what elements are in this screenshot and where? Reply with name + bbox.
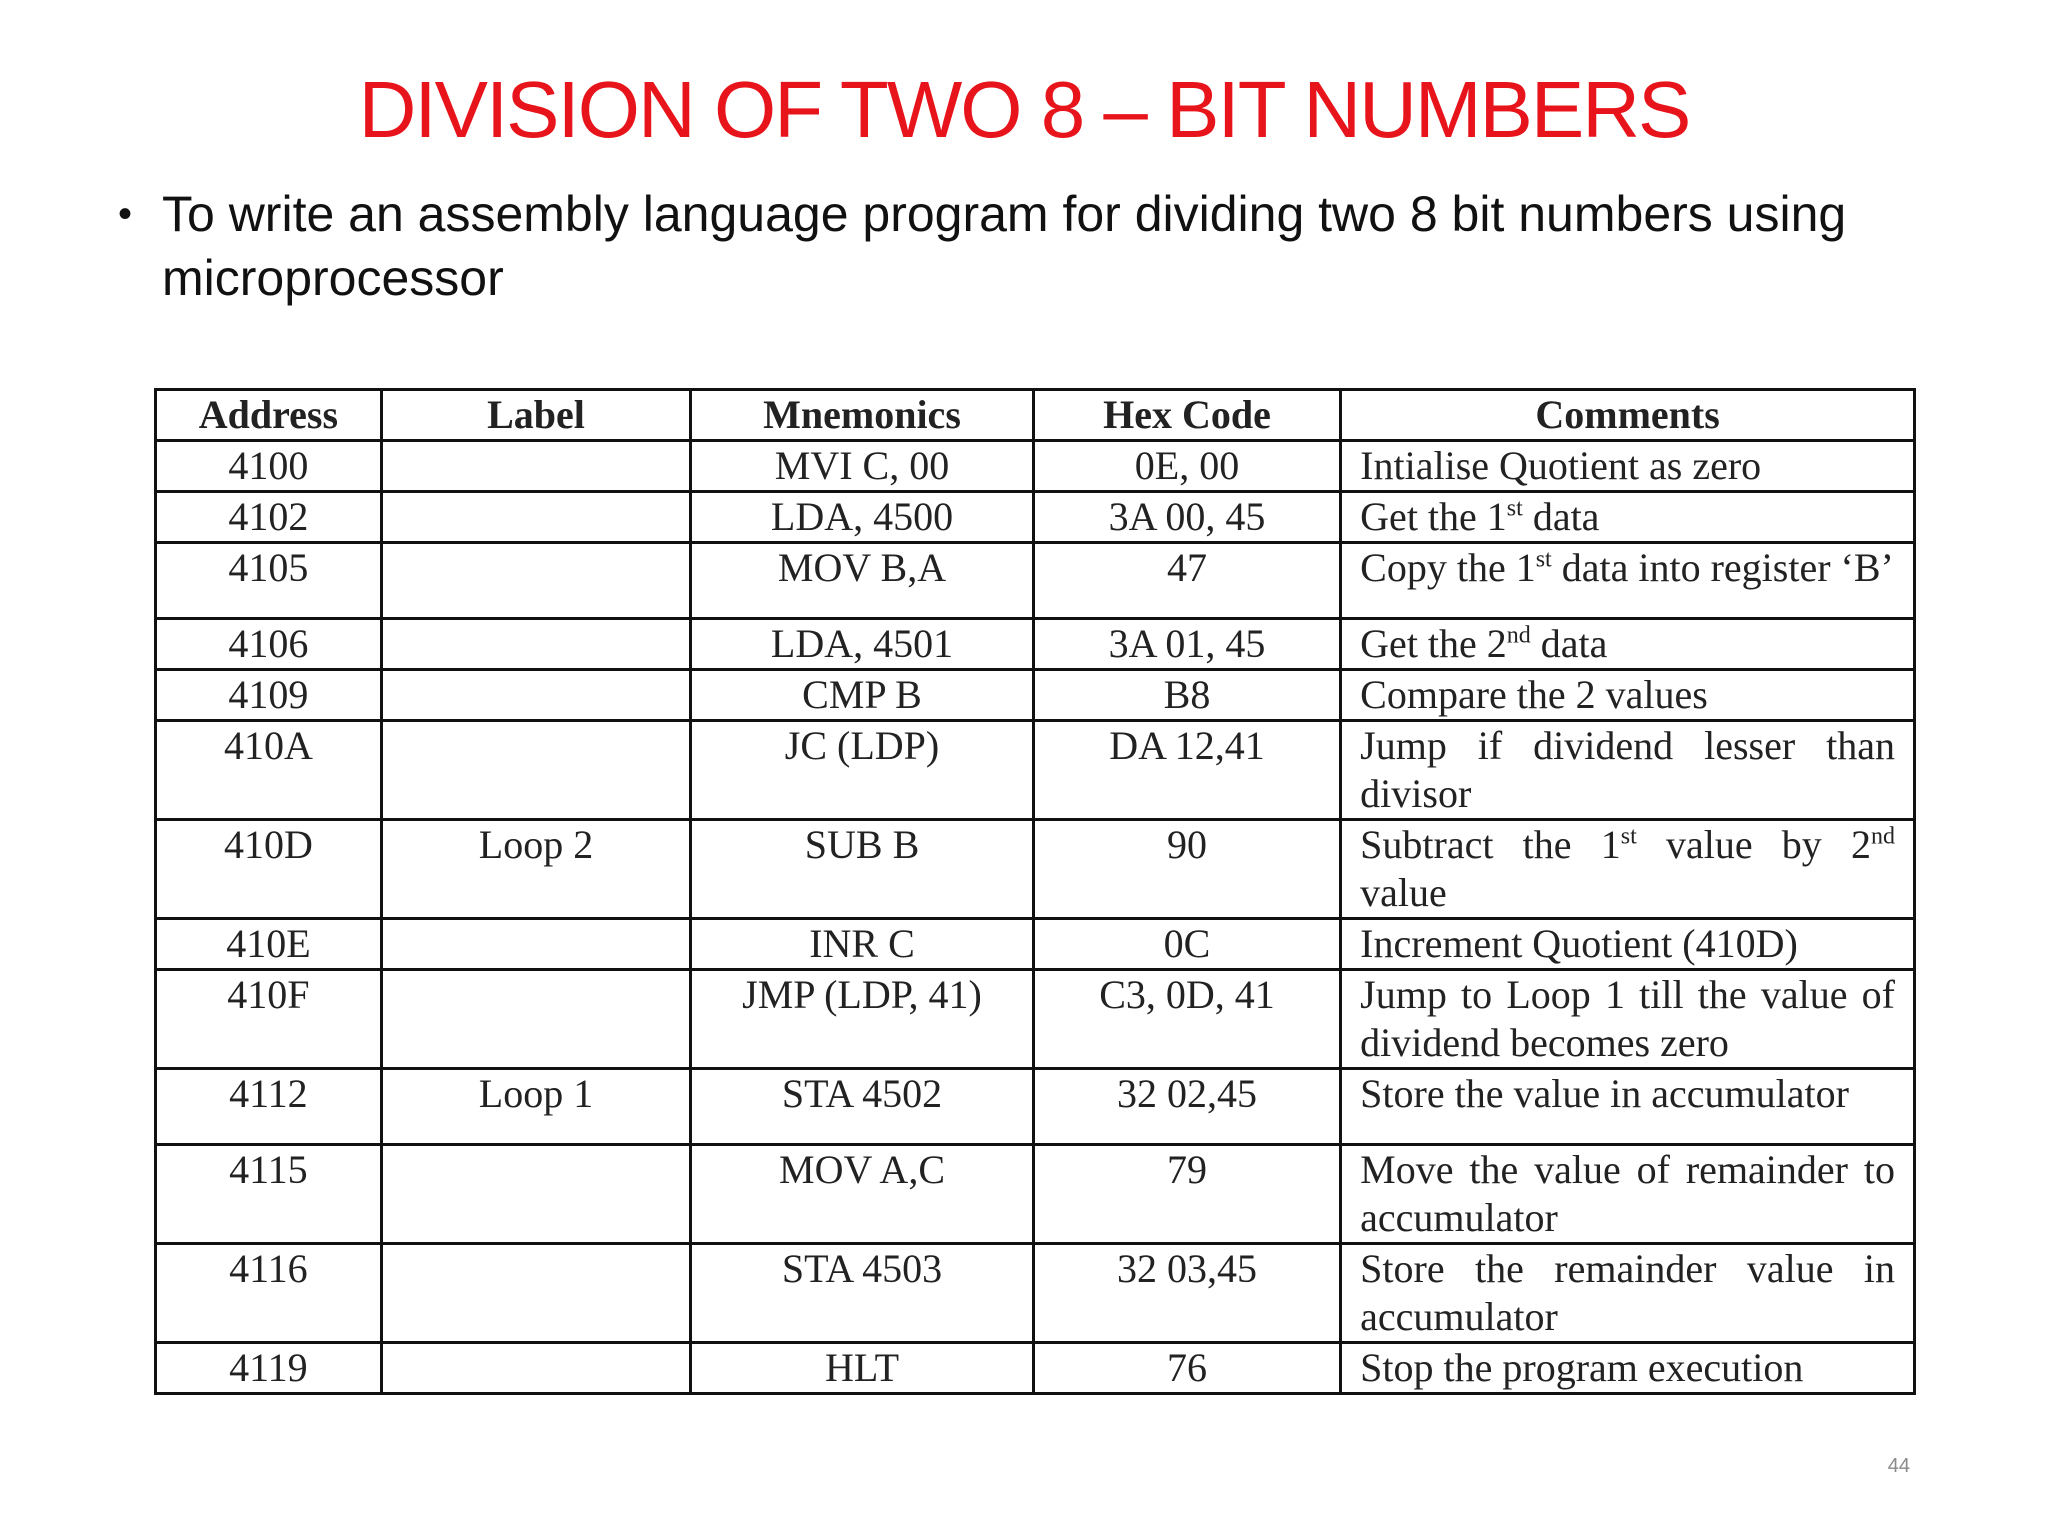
page-number: 44 [1887, 1455, 1910, 1477]
table-row [156, 820, 1915, 919]
header-comments: Comments [1341, 390, 1915, 441]
cell-hex-code: 0C [1033, 919, 1340, 970]
cell-mnemonic: CMP B [691, 670, 1034, 721]
cell-address: 4106 [156, 619, 382, 670]
cell-comment [1341, 492, 1915, 543]
cell-label: Loop 1 [381, 1069, 690, 1145]
cell-label [381, 619, 690, 670]
cell-comment [1341, 820, 1915, 919]
cell-address: 410F [156, 970, 382, 1069]
objective-bullet [118, 182, 1918, 310]
cell-hex-code: 32 02,45 [1033, 1069, 1340, 1145]
cell-address: 4119 [156, 1343, 382, 1394]
comment-text: value [1360, 870, 1447, 915]
cell-comment: Intialise Quotient as zero [1341, 441, 1915, 492]
ordinal-suffix: nd [1506, 622, 1531, 649]
cell-mnemonic: JC (LDP) [691, 721, 1034, 820]
cell-hex-code: 3A 00, 45 [1033, 492, 1340, 543]
cell-comment: Jump if dividend lesser than divisor [1341, 721, 1915, 820]
cell-address: 4116 [156, 1244, 382, 1343]
cell-hex-code: C3, 0D, 41 [1033, 970, 1340, 1069]
comment-text: Subtract the 1 [1360, 822, 1621, 867]
cell-label [381, 492, 690, 543]
comment-text: value by 2 [1636, 822, 1871, 867]
cell-comment: Jump to Loop 1 till the value of dividend becomes zero [1341, 970, 1915, 1069]
table-row [156, 970, 1915, 1069]
table-row [156, 619, 1915, 670]
cell-hex-code: 32 03,45 [1033, 1244, 1340, 1343]
cell-hex-code: 90 [1033, 820, 1340, 919]
cell-address: 4115 [156, 1145, 382, 1244]
cell-mnemonic: MOV B,A [691, 543, 1034, 619]
table-row [156, 1343, 1915, 1394]
cell-address: 410D [156, 820, 382, 919]
cell-label [381, 670, 690, 721]
table-row [156, 919, 1915, 970]
header-label: Label [381, 390, 690, 441]
cell-label [381, 1244, 690, 1343]
table-row [156, 721, 1915, 820]
cell-label [381, 1145, 690, 1244]
table-body [156, 441, 1915, 1394]
cell-label [381, 721, 690, 820]
cell-address: 4102 [156, 492, 382, 543]
ordinal-suffix: st [1620, 823, 1637, 850]
cell-mnemonic: MOV A,C [691, 1145, 1034, 1244]
cell-label [381, 441, 690, 492]
cell-hex-code: 79 [1033, 1145, 1340, 1244]
cell-hex-code: 0E, 00 [1033, 441, 1340, 492]
cell-address: 4112 [156, 1069, 382, 1145]
cell-comment [1341, 619, 1915, 670]
cell-label: Loop 2 [381, 820, 690, 919]
cell-mnemonic: MVI C, 00 [691, 441, 1034, 492]
cell-comment: Compare the 2 values [1341, 670, 1915, 721]
cell-mnemonic: LDA, 4501 [691, 619, 1034, 670]
header-hex-code: Hex Code [1033, 390, 1340, 441]
comment-text: data into register ‘B’ [1551, 545, 1894, 590]
cell-label [381, 970, 690, 1069]
cell-mnemonic: SUB B [691, 820, 1034, 919]
objective-text: To write an assembly language program for dividing two 8 bit numbers using microprocessor [162, 186, 1847, 306]
cell-hex-code: B8 [1033, 670, 1340, 721]
comment-text: data [1530, 621, 1608, 666]
ordinal-suffix: st [1535, 546, 1552, 573]
cell-address: 410A [156, 721, 382, 820]
table-row [156, 543, 1915, 619]
cell-hex-code: DA 12,41 [1033, 721, 1340, 820]
cell-mnemonic: LDA, 4500 [691, 492, 1034, 543]
table-row [156, 670, 1915, 721]
table-row [156, 441, 1915, 492]
cell-mnemonic: JMP (LDP, 41) [691, 970, 1034, 1069]
comment-text: Copy the 1 [1360, 545, 1536, 590]
cell-label [381, 1343, 690, 1394]
cell-comment: Store the value in accumulator [1341, 1069, 1915, 1145]
cell-mnemonic: STA 4502 [691, 1069, 1034, 1145]
cell-mnemonic: INR C [691, 919, 1034, 970]
cell-address: 4105 [156, 543, 382, 619]
cell-comment: Increment Quotient (410D) [1341, 919, 1915, 970]
table-row [156, 492, 1915, 543]
cell-comment: Move the value of remainder to accumulator [1341, 1145, 1915, 1244]
slide-title: DIVISION OF TWO 8 – BIT NUMBERS [358, 65, 1690, 154]
table-header-row [156, 390, 1915, 441]
cell-address: 4100 [156, 441, 382, 492]
cell-mnemonic: STA 4503 [691, 1244, 1034, 1343]
table-row [156, 1145, 1915, 1244]
cell-comment: Stop the program execution [1341, 1343, 1915, 1394]
table-row [156, 1244, 1915, 1343]
cell-hex-code: 47 [1033, 543, 1340, 619]
program-table [154, 388, 1916, 1395]
header-mnemonics: Mnemonics [691, 390, 1034, 441]
cell-comment: Store the remainder value in accumulator [1341, 1244, 1915, 1343]
cell-mnemonic: HLT [691, 1343, 1034, 1394]
comment-text: data [1522, 494, 1600, 539]
table-row [156, 1069, 1915, 1145]
comment-text: Get the 2 [1360, 621, 1507, 666]
cell-comment [1341, 543, 1915, 619]
comment-text: Get the 1 [1360, 494, 1507, 539]
cell-hex-code: 76 [1033, 1343, 1340, 1394]
cell-address: 4109 [156, 670, 382, 721]
header-address: Address [156, 390, 382, 441]
cell-hex-code: 3A 01, 45 [1033, 619, 1340, 670]
bullet-dot-icon: • [118, 192, 133, 236]
cell-address: 410E [156, 919, 382, 970]
ordinal-suffix: st [1506, 495, 1523, 522]
cell-label [381, 919, 690, 970]
cell-label [381, 543, 690, 619]
ordinal-suffix: nd [1871, 823, 1895, 850]
